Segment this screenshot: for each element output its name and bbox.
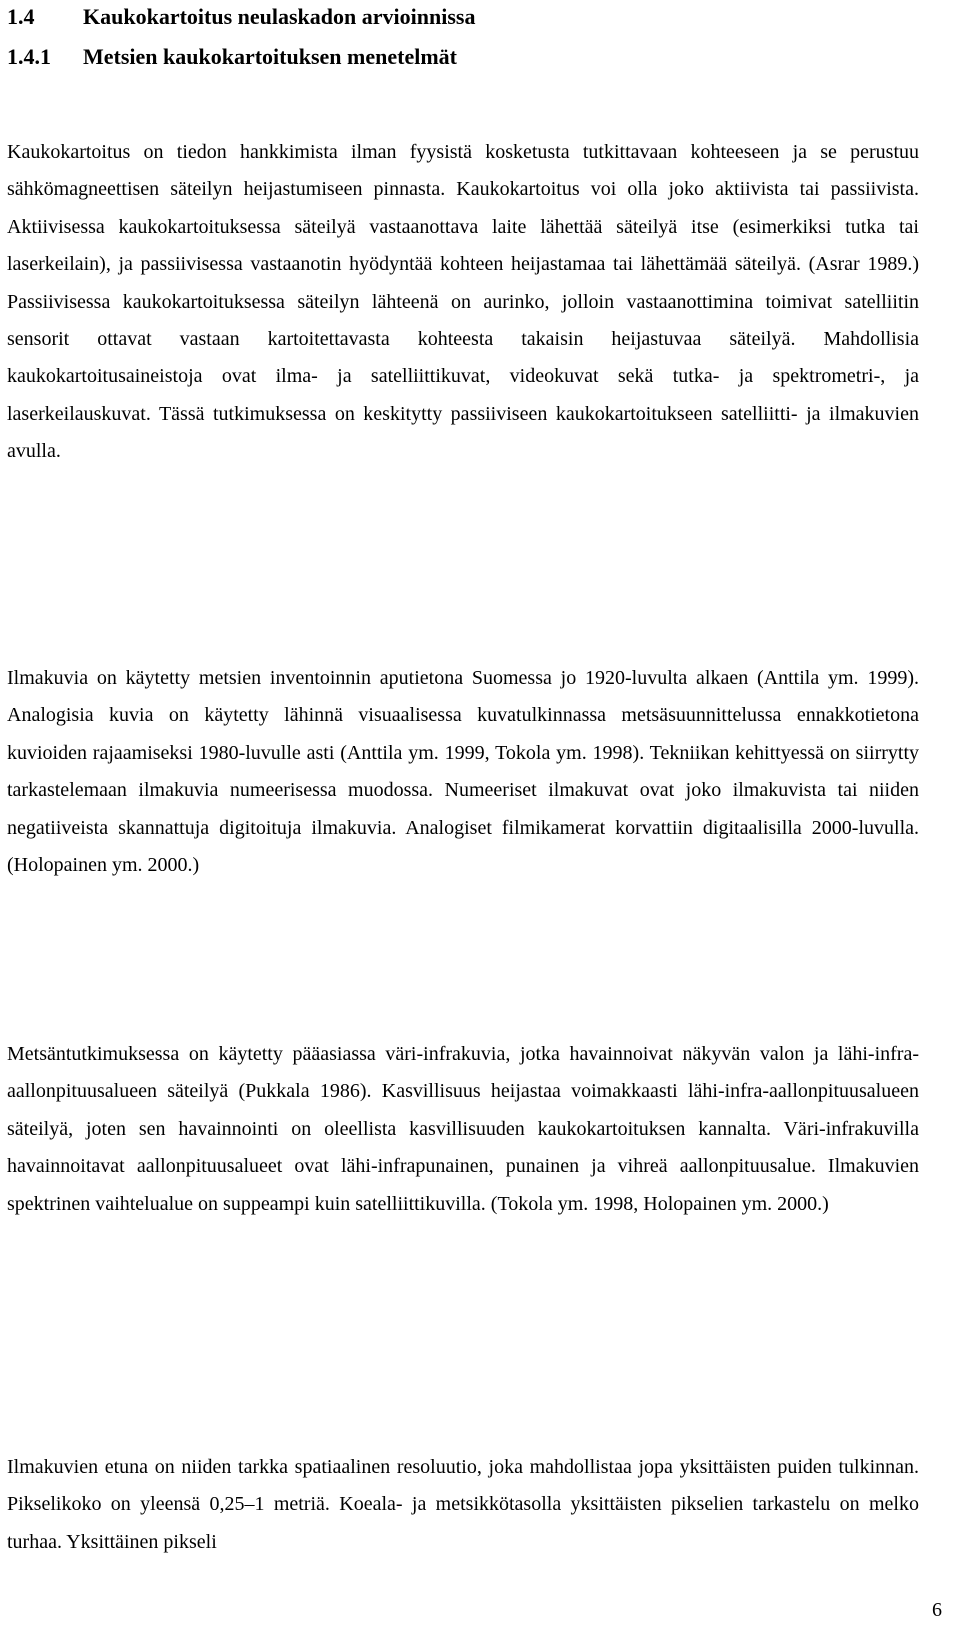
subsection-title: Metsien kaukokartoituksen menetelmät [83, 44, 457, 69]
subsection-heading [7, 42, 457, 72]
section-heading [7, 2, 475, 32]
subsection-number: 1.4.1 [7, 44, 51, 69]
paragraph: Ilmakuvien etuna on niiden tarkka spatiaalinen resoluutio, joka mahdollistaa jopa yksittäisten puiden tulkinnan. Pikselikoko on yleensä 0,25–1 metriä. Koeala- ja metsikkötasolla yksittäisten pikselien tarkastelu on melko turhaa. Yksittäinen pikseli [7, 1456, 919, 1553]
paragraph: Ilmakuvia on käytetty metsien inventoinnin aputietona Suomessa jo 1920-luvulta alkaen (Anttila ym. 1999). Analogisia kuvia on käytetty lähinnä visuaalisessa kuvatulkinnassa metsäsuunnittelussa ennakkotietona kuvioiden rajaamiseksi 1980-luvulle asti (Anttila ym. 1999, Tokola ym. 1998). Tekniikan kehittyessä on siirrytty tarkastelemaan ilmakuvia numeerisessa muodossa. Numeeriset ilmakuvat ovat joko ilmakuvista tai niiden negatiiveista skannattuja digitoituja ilmakuvia. Analogiset filmikamerat korvattiin digitaalisilla 2000-luvulla. (Holopainen ym. 2000.) [7, 667, 919, 877]
section-number: 1.4 [7, 4, 35, 29]
paragraph: Metsäntutkimuksessa on käytetty pääasiassa väri-infrakuvia, jotka havainnoivat näkyvän valon ja lähi-infra-aallonpituusalueen säteilyä (Pukkala 1986). Kasvillisuus heijastaa voimakkaasti lähi-infra-aallonpituusalueen säteilyä, joten sen havainnointi on oleellista kasvillisuuden kaukokartoituksen kannalta. Väri-infrakuvilla havainnoitavat aallonpituusalueet ovat lähi-infrapunainen, punainen ja vihreä aallonpituusalue. Ilmakuvien spektrinen vaihtelualue on suppeampi kuin satelliittikuvilla. (Tokola ym. 1998, Holopainen ym. 2000.) [7, 1043, 919, 1215]
paragraph: Kaukokartoitus on tiedon hankkimista ilman fyysistä kosketusta tutkittavaan kohteeseen ja se perustuu sähkömagneettisen säteilyn heijastumiseen pinnasta. Kaukokartoitus voi olla joko aktiivista tai passiivista. Aktiivisessa kaukokartoituksessa säteilyä vastaanottava laite lähettää säteilyä itse (esimerkiksi tutka tai laserkeilain), ja passiivisessa vastaanotin hyödyntää kohteen heijastamaa tai lähettämää säteilyä. (Asrar 1989.) Passiivisessa kaukokartoituksessa säteilyn lähteenä on aurinko, jolloin vastaanottimina toimivat satelliitin sensorit ottavat vastaan kartoitettavasta kohteesta takaisin heijastuvaa säteilyä. Mahdollisia kaukokartoitusaineistoja ovat ilma- ja satelliittikuvat, videokuvat sekä tutka- ja spektrometri-, ja laserkeilauskuvat. Tässä tutkimuksessa on keskitytty passiiviseen kaukokartoitukseen satelliitti- ja ilmakuvien avulla. [7, 141, 919, 463]
page-number: 6 [932, 1599, 942, 1621]
section-title: Kaukokartoitus neulaskadon arvioinnissa [83, 4, 476, 29]
